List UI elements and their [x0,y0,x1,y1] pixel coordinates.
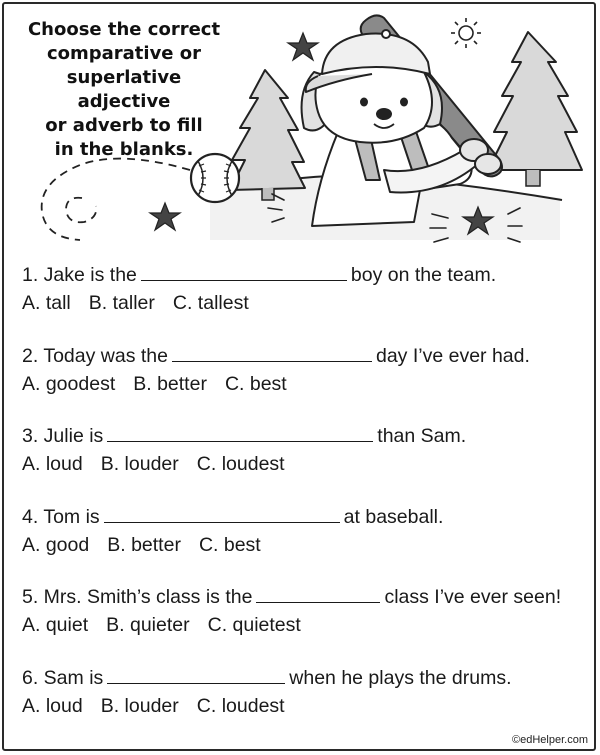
question-text-before: 1. Jake is the [22,264,137,286]
question-item [22,504,582,585]
answer-options [22,290,582,316]
answer-blank[interactable] [107,423,373,442]
option-a[interactable]: A. goodest [22,372,116,395]
answer-blank[interactable] [104,504,340,523]
copyright-credit: ©edHelper.com [512,734,588,746]
title-line: Choose the correct [27,19,221,40]
option-c[interactable]: C. loudest [196,694,285,717]
pine-tree-icon [230,70,305,200]
question-text-before: 6. Sam is [22,666,104,689]
option-a[interactable]: A. good [22,533,90,556]
sun-icon [451,18,481,48]
baseball-icon [191,154,239,202]
question-item [22,343,582,424]
question-text-before: 2. Today was the [22,344,168,367]
question-text-after: at baseball. [343,505,444,528]
question-text-before: 4. Tom is [22,505,100,528]
answer-options [22,532,582,558]
option-b[interactable]: B. taller [88,292,155,314]
option-c[interactable]: C. best [198,533,261,556]
answer-options [22,612,582,638]
question-text-before: 3. Julie is [22,425,104,447]
question-item [22,262,582,343]
answer-options [22,693,582,719]
question-text-before: 5. Mrs. Smith’s class is the [22,586,253,608]
question-item [22,665,582,746]
answer-options [22,451,582,477]
option-c[interactable]: C. tallest [172,292,249,314]
title-line: comparative or [46,43,202,64]
option-a[interactable]: A. loud [22,453,83,475]
question-prompt [22,343,582,369]
answer-options [22,371,582,397]
question-text-after: than Sam. [377,425,467,447]
question-prompt [22,584,582,610]
option-b[interactable]: B. quieter [106,614,190,636]
option-c[interactable]: C. quietest [207,614,301,636]
question-list [22,262,582,745]
option-b[interactable]: B. louder [100,694,179,717]
question-text-after: when he plays the drums. [289,666,512,689]
answer-blank[interactable] [107,665,285,684]
question-prompt [22,504,582,530]
baseball-illustration [0,0,600,255]
answer-blank[interactable] [256,584,380,603]
question-text-after: class I’ve ever seen! [384,586,562,608]
option-a[interactable]: A. quiet [22,614,89,636]
answer-blank[interactable] [172,343,372,362]
question-item [22,423,582,504]
ball-trajectory [42,159,190,240]
title-line: in the blanks. [54,139,194,160]
question-text-after: day I’ve ever had. [375,344,530,367]
title-line: superlative adjective [66,67,182,112]
question-prompt [22,262,582,288]
question-prompt [22,665,582,691]
question-prompt [22,423,582,449]
question-item [22,584,582,665]
option-a[interactable]: A. tall [22,292,71,314]
star-icon [288,33,318,60]
option-b[interactable]: B. louder [100,453,179,475]
question-text-after: boy on the team. [350,264,497,286]
option-a[interactable]: A. loud [22,694,83,717]
answer-blank[interactable] [141,262,347,281]
star-icon [150,203,180,230]
option-c[interactable]: C. best [224,372,287,395]
title-line: or adverb to fill [45,115,203,136]
option-c[interactable]: C. loudest [196,453,285,475]
option-b[interactable]: B. better [133,372,207,395]
option-b[interactable]: B. better [107,533,181,556]
